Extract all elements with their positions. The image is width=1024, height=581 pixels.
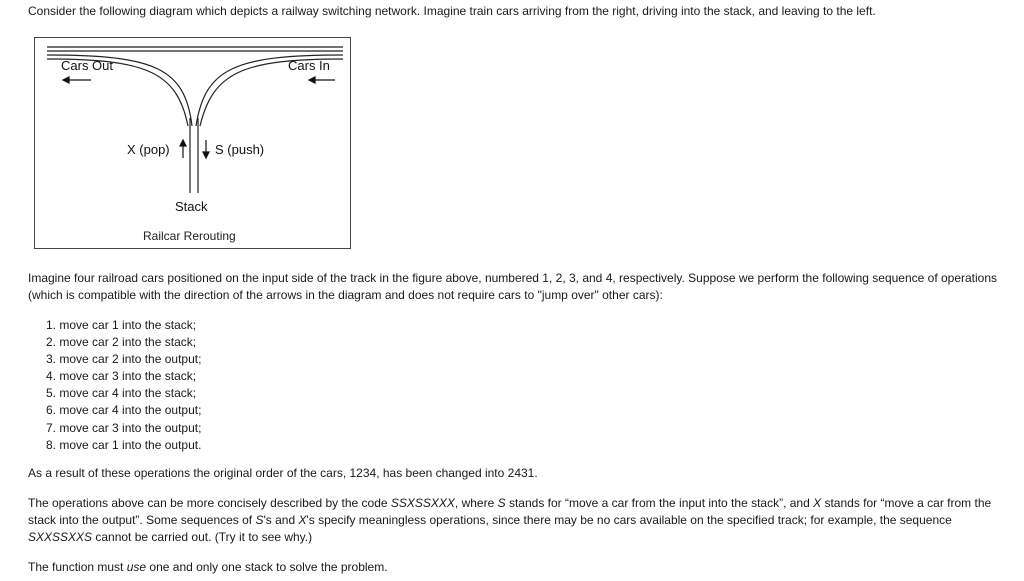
list-item: 2. move car 2 into the stack; bbox=[46, 335, 197, 350]
list-item: 3. move car 2 into the output; bbox=[46, 352, 202, 367]
list-item: 4. move car 3 into the stack; bbox=[46, 369, 197, 384]
list-item: 8. move car 1 into the output. bbox=[46, 437, 202, 452]
description-paragraph: Imagine four railroad cars positioned on the input side of the track in the figure above, numbered 1, 2, 3, and 4, respectively. Suppose we perform the following sequence of operations (which is compatible with the direction of the arrows in the diagram and does not require cars to "jump over" other cars): bbox=[28, 271, 998, 302]
figure-caption: Railcar Rerouting bbox=[143, 229, 236, 243]
code-ssxssxxx: SSXSSXXX bbox=[390, 496, 455, 510]
list-item: 6. move car 4 into the output; bbox=[46, 403, 202, 418]
stack-label: Stack bbox=[175, 199, 208, 214]
intro-text: Consider the following diagram which depicts a railway switching network. Imagine train cars arriving from the right, driving into the stack, and leaving to the left. bbox=[28, 4, 876, 18]
operations-list bbox=[28, 317, 201, 454]
list-item: 1. move car 1 into the stack; bbox=[46, 318, 197, 332]
code-sxxssxxs: SXXSSXXS bbox=[28, 530, 93, 544]
down-arrow-icon bbox=[203, 140, 209, 158]
cars-out-label: Cars Out bbox=[61, 58, 114, 73]
code-explanation-paragraph: The operations above can be more concisely described by the code SSXSSXXX, where S stands for “move a car from the input into the stack”, and X stands for “move a car from the stack into the output”. Some sequences of S's and X's specify meaningless operations, since there may be no cars available on the specified track; for example, the sequence SXXSSXXS cannot be carried out. (Try it to see why.) bbox=[28, 496, 992, 544]
up-arrow-icon bbox=[180, 140, 186, 158]
left-arrow-icon bbox=[63, 77, 91, 83]
railway-diagram bbox=[34, 37, 351, 249]
list-item: 7. move car 3 into the output; bbox=[46, 420, 202, 435]
cars-in-label: Cars In bbox=[288, 58, 330, 73]
requirement-paragraph: The function must use one and only one stack to solve the problem. bbox=[28, 560, 388, 574]
list-item: 5. move car 4 into the stack; bbox=[46, 386, 197, 401]
result-paragraph: As a result of these operations the original order of the cars, 1234, has been changed into 2431. bbox=[28, 466, 538, 480]
pop-label: X (pop) bbox=[127, 142, 170, 157]
left-arrow-icon bbox=[309, 77, 335, 83]
push-label: S (push) bbox=[215, 142, 265, 157]
